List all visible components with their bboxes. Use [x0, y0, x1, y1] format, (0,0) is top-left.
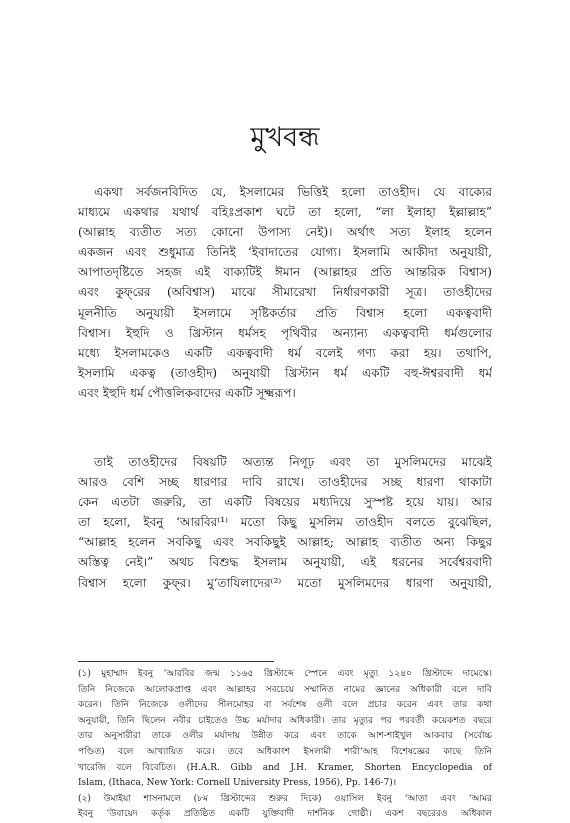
footnote-line: পণ্ডিত) বলে আখ্যায়িত করে। তবে অধিকাংশ ইসলামী শারী‘আহ বিশেষজ্ঞের কাছে তিনি — [78, 746, 492, 757]
footnote-1 — [78, 667, 492, 792]
text-line: আরও বেশি সচ্ছ ধারণার দাবি রাখে। তাওহীদের সচ্ছ ধারণা থাকাটা — [78, 475, 492, 490]
text-line: (আল্লাহ ব্যতীত সত্য কোনো উপাস্য নেই)। অর্থাৎ সত্য ইলাহ হলেন — [78, 225, 492, 240]
paragraph-1 — [78, 182, 492, 403]
text-line: অস্তিত্ব নেই।” অথচ বিশুদ্ধ ইসলাম অনুযায়ী, এই ধরনের সর্বেশ্বরবাদী — [78, 555, 492, 570]
text-line: এবং ইহুদি ধর্ম পৌত্তলিকবাদের একটি সূক্ষ্মরূপ। — [78, 385, 296, 400]
paragraph-2 — [78, 452, 492, 593]
text-line: একথা সর্বজনবিদিত যে, ইসলামের ভিত্তিই হলো তাওহীদ। যে বাক্যের — [94, 185, 492, 199]
text-line: কেন এতটা জরুরি, তা একটি বিষয়ের মধ্যদিয়ে সুস্পষ্ট হয়ে যায়। আর — [78, 495, 492, 510]
text-line: মধ্যে ইসলামকেও একটি একত্ববাদী ধর্ম বলেই গণ্য করা হয়। তথাপি, — [78, 345, 492, 360]
text-line: বিশ্বাস হলো কুফ্‌র। মু‘তাযিলাদের⁽²⁾ মতো মুসলিমদের ধারণা অনুযায়ী, — [78, 575, 492, 590]
text-line: একজন এবং শুধুমাত্র তিনিই ‘ইবাদাতের যোগ্য। ইসলামি আকীদা অনুযায়ী, — [78, 245, 492, 260]
text-line: মূলনীতি অনুযায়ী ইসলামে সৃষ্টিকর্তার প্রতি বিশ্বাস হলো একত্ববাদী — [78, 305, 492, 320]
text-line: তা হলো, ইবনু ‘আরবির⁽¹⁾ মতো কিছু মুসলিম তাওহীদ বলতে বুঝেছিল, — [78, 515, 492, 530]
footnote-divider — [78, 661, 274, 662]
footnotes — [78, 667, 492, 823]
text-line: মাধ্যমে একথার যথার্থ বহিঃপ্রকাশ ঘটে তা হলো, “লা ইলাহা ইল্লাল্লাহ” — [78, 205, 492, 220]
footnote-line: ইবনু ‘উবায়েদ কর্তৃক প্রতিষ্ঠিত একটি যুক্তিবাদী দার্শনিক গোষ্ঠী। একশ বছরেরও অধিকাল — [78, 809, 492, 820]
footnote-2 — [78, 792, 492, 823]
text-line: এবং কুফ্‌রের (অবিশ্বাস) মাঝে সীমারেখা নির্ধারণকারী সূত্র। তাওহীদের — [78, 285, 492, 300]
text-line: তাই তাওহীদের বিষয়টি অত্যন্ত নিগূঢ় এবং তা মুসলিমদের মাঝেই — [94, 455, 492, 469]
footnote-line: (১) মুহাম্মাদ ইবনু ‘আরবির জন্ম ১১৬৫ খ্রিস্টাব্দে স্পেনে এবং মৃত্যু ১২৪০ খ্রিস্টাব্দে দামেস্কে। — [78, 669, 492, 679]
chapter-title: মুখবন্ধ — [250, 122, 320, 153]
text-line: ইসলামি একত্ব (তাওহীদ) অনুযায়ী খ্রিস্টান ধর্ম একটি বহু-ঈশ্বরবাদী ধর্ম — [78, 365, 492, 380]
text-line: আপাতদৃষ্টিতে সহজ এই বাক্যটিই ঈমান (আল্লাহর প্রতি আন্তরিক বিশ্বাস) — [78, 265, 492, 280]
footnote-line: করেন। তিনি নিজেকে ওলীদের সীলমোহর বা সর্বশেষ ওলী বলে প্রচার করেন এবং তার কথা — [78, 700, 492, 711]
text-line: “আল্লাহ হলেন সবকিছু এবং সবকিছুই আল্লাহ; আল্লাহ ব্যতীত অন্য কিছুর — [78, 535, 492, 550]
footnote-line: তার অনুসারীরা তাকে ওলীর মর্যাদায় উন্নীত করে এবং তাকে আশ-শাইখুল আকবার (সর্বোচ্চ — [78, 731, 492, 742]
footnote-line: তিনি নিজেকে আলোকপ্রাপ্ত এবং আল্লাহর সবচেয়ে সম্মানিত নামের জ্ঞানের অধিকারী বলে দাবি — [78, 684, 492, 695]
footnote-line: (২) উমাইয়া শাসনামলে (৮ম খ্রিস্টাব্দের শুরুর দিকে) ওয়াসিল ইবনু ‘আতা এবং ‘আমর — [78, 793, 492, 804]
footnote-line: অনুযায়ী, তিনি ছিলেন নবীর চাইতেও উচ্চ মর্যাদার অধিকারী। তার মৃত্যুর পর পরবর্তী কয়েকশত বছরে — [78, 715, 492, 726]
text-line: বিশ্বাস। ইহুদি ও খ্রিস্টান ধর্মসহ পৃথিবীর অন্যান্য একত্ববাদী ধর্মগুলোর — [78, 325, 492, 340]
footnote-line: Islam, (Ithaca, New York: Cornell University Press, 1956), Pp. 146-7)। — [78, 778, 397, 789]
footnote-line: খারেজি বলে বিবেচিত। (H.A.R. Gibb and J.H. Kramer, Shorten Encyclopedia of — [78, 762, 492, 773]
